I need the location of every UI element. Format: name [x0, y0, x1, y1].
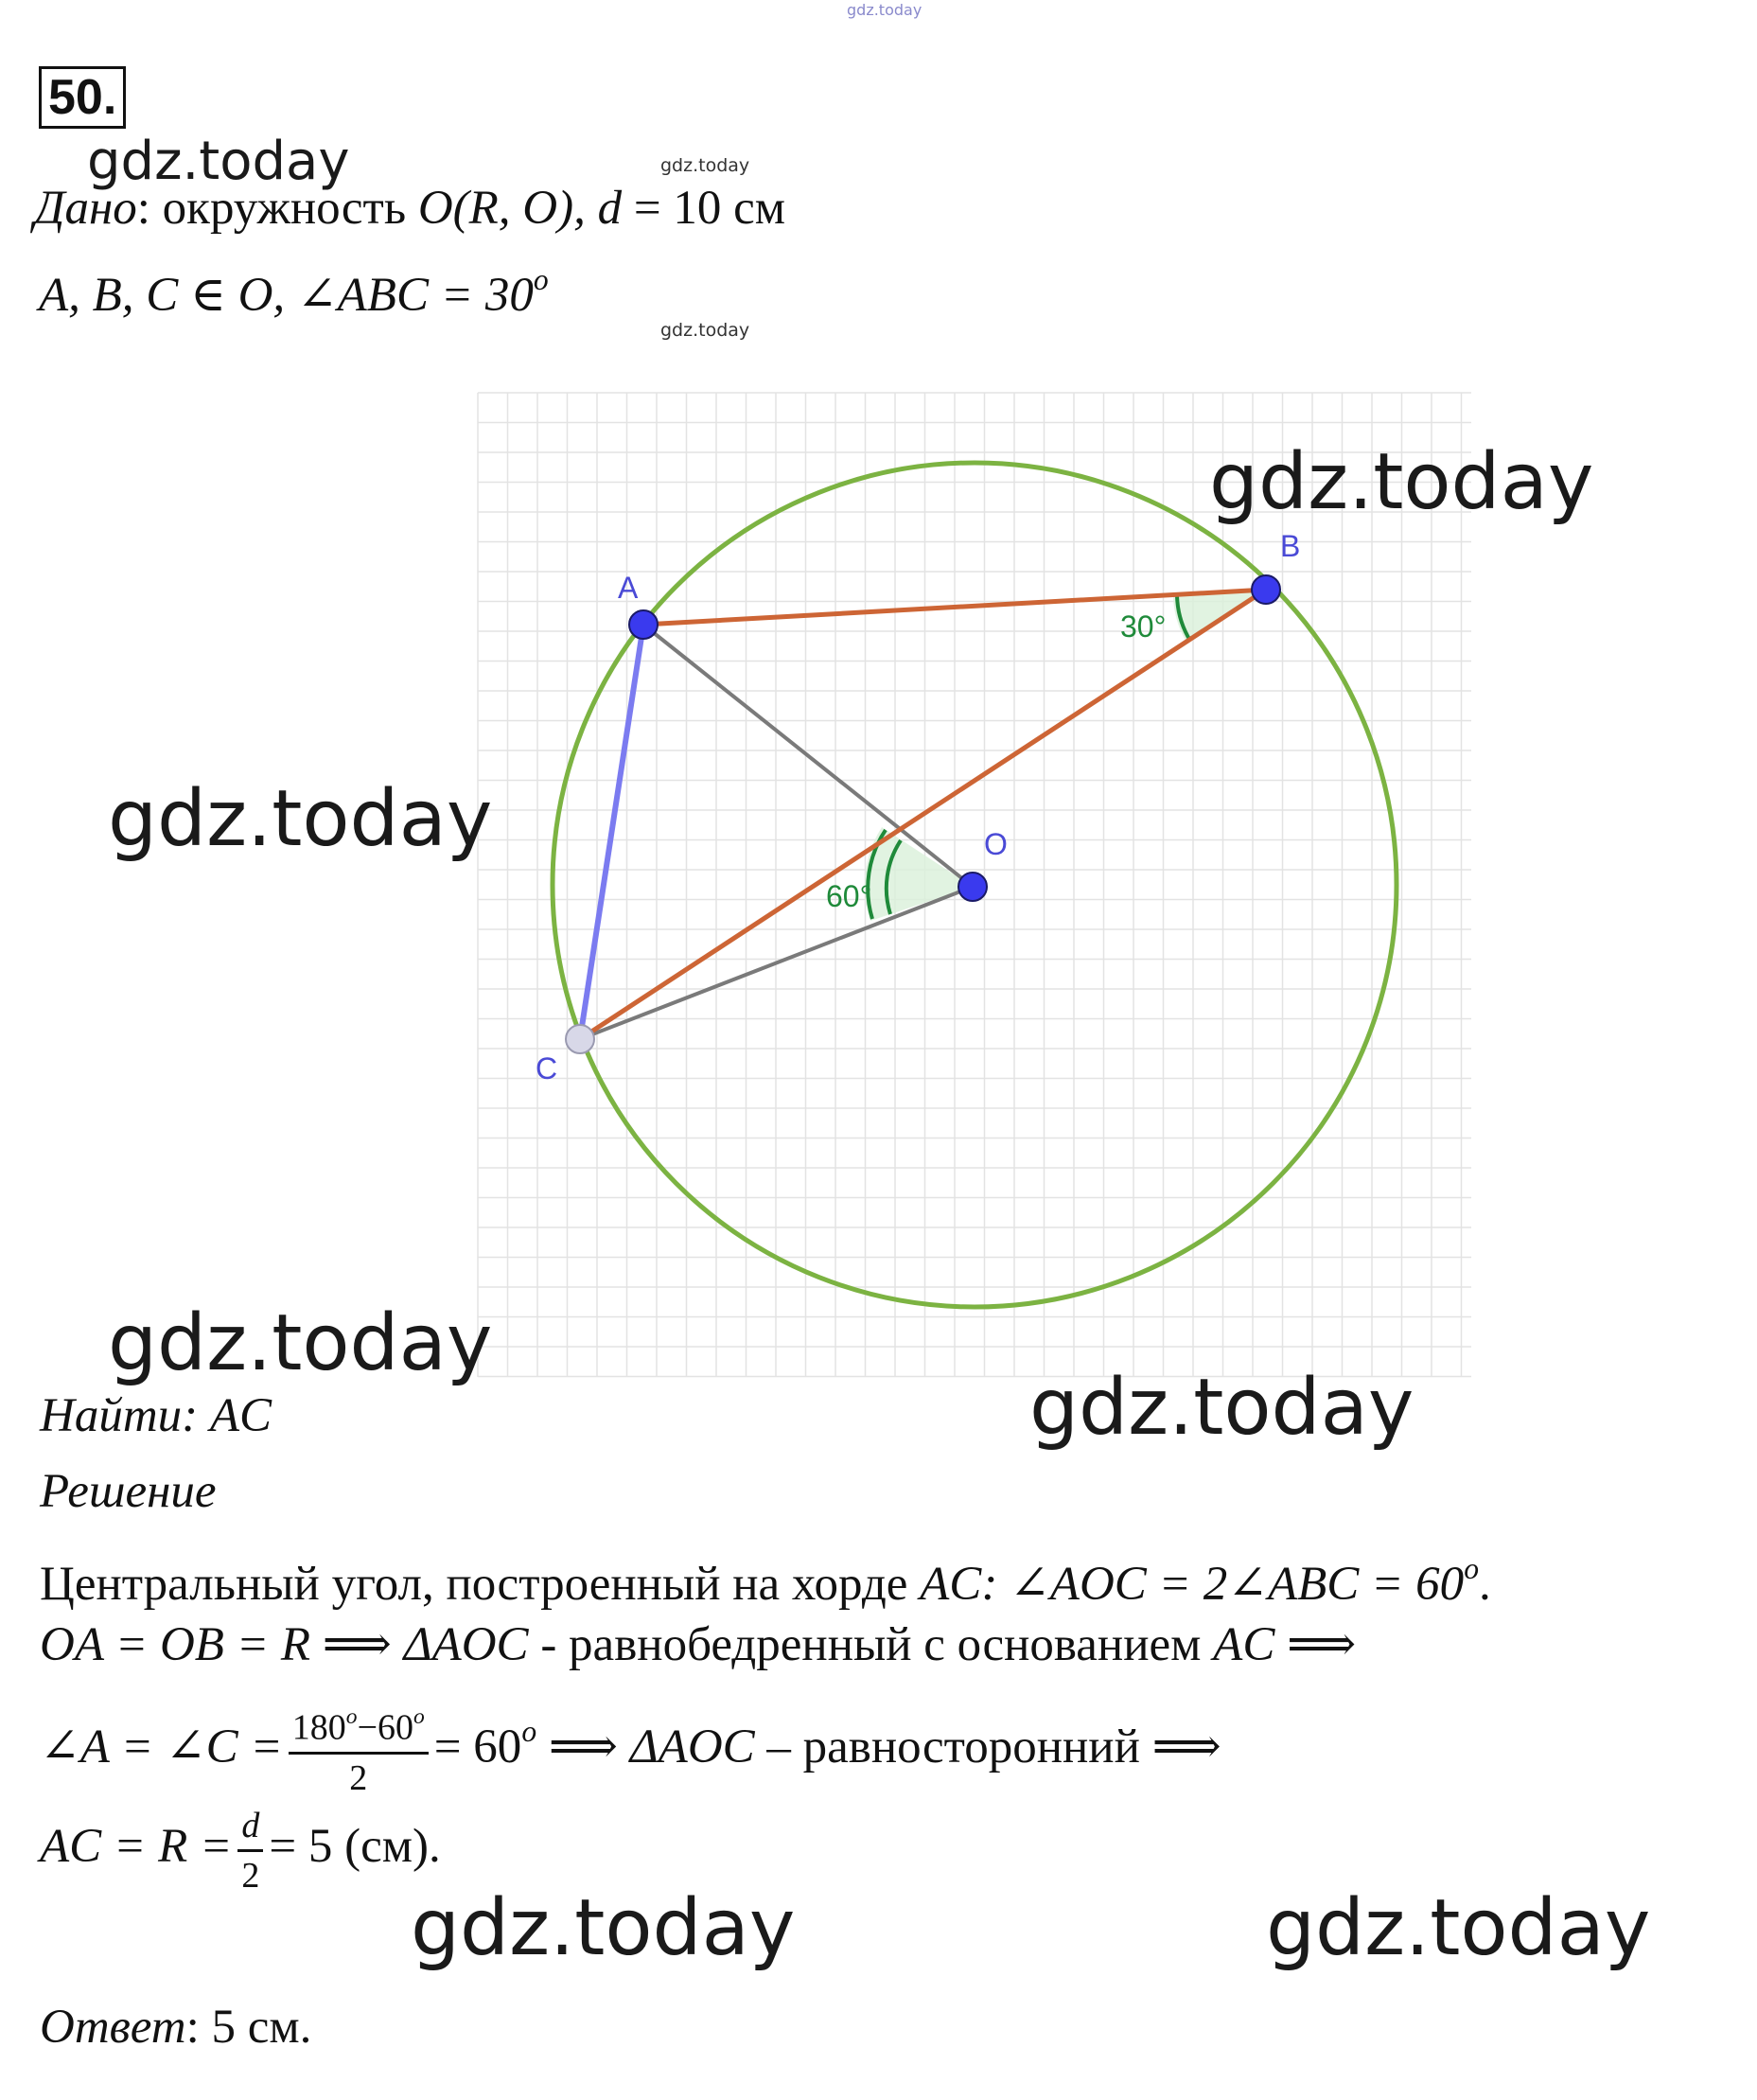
- watermark-top: gdz.today: [847, 1, 922, 19]
- solution-line3-text: – равносторонний ⟹: [754, 1721, 1221, 1774]
- degree-sup: o: [1464, 1552, 1479, 1585]
- frac-num-b: −60: [357, 1707, 414, 1748]
- answer-label: Ответ: [40, 2001, 186, 2054]
- find-label: Найти: [40, 1389, 183, 1442]
- solution-line-3: [40, 1694, 1221, 1796]
- solution-line1-text: Центральный угол, построенный на хорде: [40, 1558, 921, 1612]
- fraction-angle: [289, 1704, 429, 1798]
- degree-sup: o: [345, 1704, 358, 1730]
- watermark: gdz.today: [108, 1298, 493, 1388]
- given-value: = 10 см: [622, 182, 786, 235]
- frac-den: 2: [349, 1757, 368, 1798]
- solution-line2-math: OA = OB = R ⟹ ΔAOC: [40, 1618, 529, 1671]
- degree-sup: o: [533, 263, 549, 296]
- solution-label: Решение: [40, 1465, 217, 1518]
- chord-ac: [580, 625, 643, 1039]
- watermark: gdz.today: [411, 1883, 796, 1973]
- watermark: gdz.today: [1029, 1363, 1414, 1453]
- watermark: gdz.today: [1209, 437, 1594, 527]
- solution-line3-math2: ⟹ ΔAOC: [536, 1721, 755, 1774]
- frac-num-a: 180: [291, 1707, 346, 1748]
- solution-line2-math2: AC ⟹: [1213, 1618, 1357, 1671]
- angle-label-o: 60°: [826, 879, 872, 913]
- degree-sup: o: [413, 1704, 425, 1730]
- given-label: Дано: [34, 182, 137, 235]
- point-c: [566, 1025, 594, 1053]
- label-a: A: [618, 571, 639, 605]
- given-points-math: A, B, C ∈ O, ∠ABC = 30: [39, 269, 534, 323]
- point-b: [1252, 575, 1280, 604]
- solution-line-4: [40, 1808, 441, 1894]
- answer-value: : 5 см.: [185, 2001, 312, 2054]
- label-b: B: [1280, 529, 1301, 563]
- given-text: : окружность: [136, 182, 418, 235]
- frac-num: d: [237, 1808, 263, 1852]
- frac-den: 2: [241, 1856, 260, 1896]
- radius-oa: [643, 625, 973, 887]
- solution-line4-text: = 5 (см).: [269, 1820, 441, 1874]
- solution-line-2: [40, 1616, 1356, 1673]
- watermark: gdz.today: [1266, 1883, 1651, 1973]
- angle-label-b: 30°: [1120, 609, 1167, 644]
- solution-line2-text: - равнобедренный с основанием: [528, 1618, 1214, 1671]
- watermark: gdz.today: [108, 774, 493, 864]
- problem-number: 50.: [39, 66, 126, 129]
- degree-sup: o: [521, 1715, 537, 1748]
- find-value: : AC: [182, 1389, 272, 1442]
- solution-line1-end: .: [1479, 1558, 1491, 1612]
- solution-line1-math: AC: ∠AOC = 2∠ABC = 60: [920, 1558, 1465, 1612]
- solution-line3-after: = 60: [433, 1721, 522, 1774]
- label-c: C: [536, 1051, 558, 1085]
- fraction-d: [237, 1808, 263, 1894]
- label-o: O: [984, 827, 1008, 861]
- point-o: [958, 873, 987, 901]
- given-math: O(R, O), d: [417, 182, 623, 235]
- watermark-small: gdz.today: [660, 320, 750, 341]
- solution-line4-math: AC = R =: [40, 1820, 233, 1874]
- answer-line: [40, 1999, 311, 2056]
- watermark-small: gdz.today: [660, 155, 750, 176]
- point-a: [629, 610, 658, 639]
- solution-line-1: [40, 1541, 1491, 1613]
- find-line: [40, 1387, 272, 1444]
- watermark: gdz.today: [87, 131, 350, 192]
- solution-line3-math: ∠A = ∠C =: [40, 1721, 283, 1774]
